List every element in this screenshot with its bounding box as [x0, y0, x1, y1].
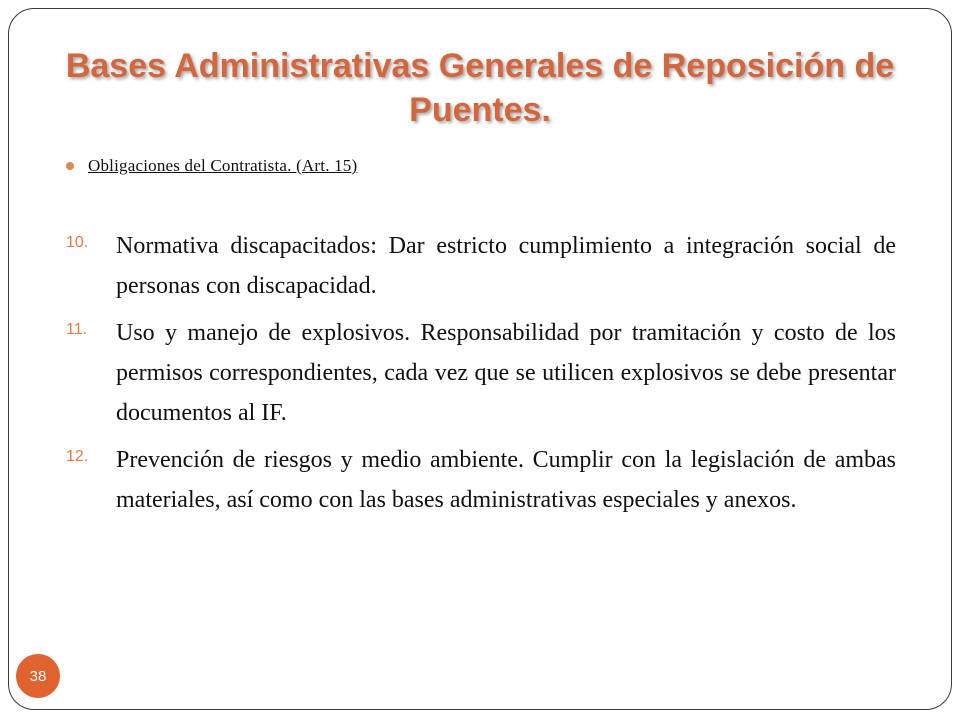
- list-item-number: 10.: [66, 234, 89, 251]
- list-item-11: [66, 313, 896, 433]
- list-item-number: 11.: [66, 321, 88, 338]
- list-item-number: 12.: [66, 448, 89, 465]
- numbered-list: [66, 226, 896, 527]
- list-item-text: Uso y manejo de explosivos. Responsabilidad por tramitación y costo de los permisos correspondientes, cada vez que se utilicen explosivos se debe presentar documentos al IF.: [116, 320, 896, 426]
- subheading: Obligaciones del Contratista. (Art. 15): [88, 156, 358, 175]
- subheading-row: [66, 156, 357, 176]
- slide-title: Bases Administrativas Generales de Reposición de Puentes.: [65, 47, 895, 129]
- bullet-dot-icon: [66, 162, 74, 170]
- list-item-12: [66, 440, 896, 520]
- page-number-badge: 38: [16, 654, 60, 698]
- list-item-10: [66, 226, 896, 306]
- list-item-text: Prevención de riesgos y medio ambiente. Cumplir con la legislación de ambas materiales, así como con las bases administrativas especiales y anexos.: [116, 447, 896, 513]
- list-item-text: Normativa discapacitados: Dar estricto cumplimiento a integración social de personas con discapacidad.: [116, 233, 896, 299]
